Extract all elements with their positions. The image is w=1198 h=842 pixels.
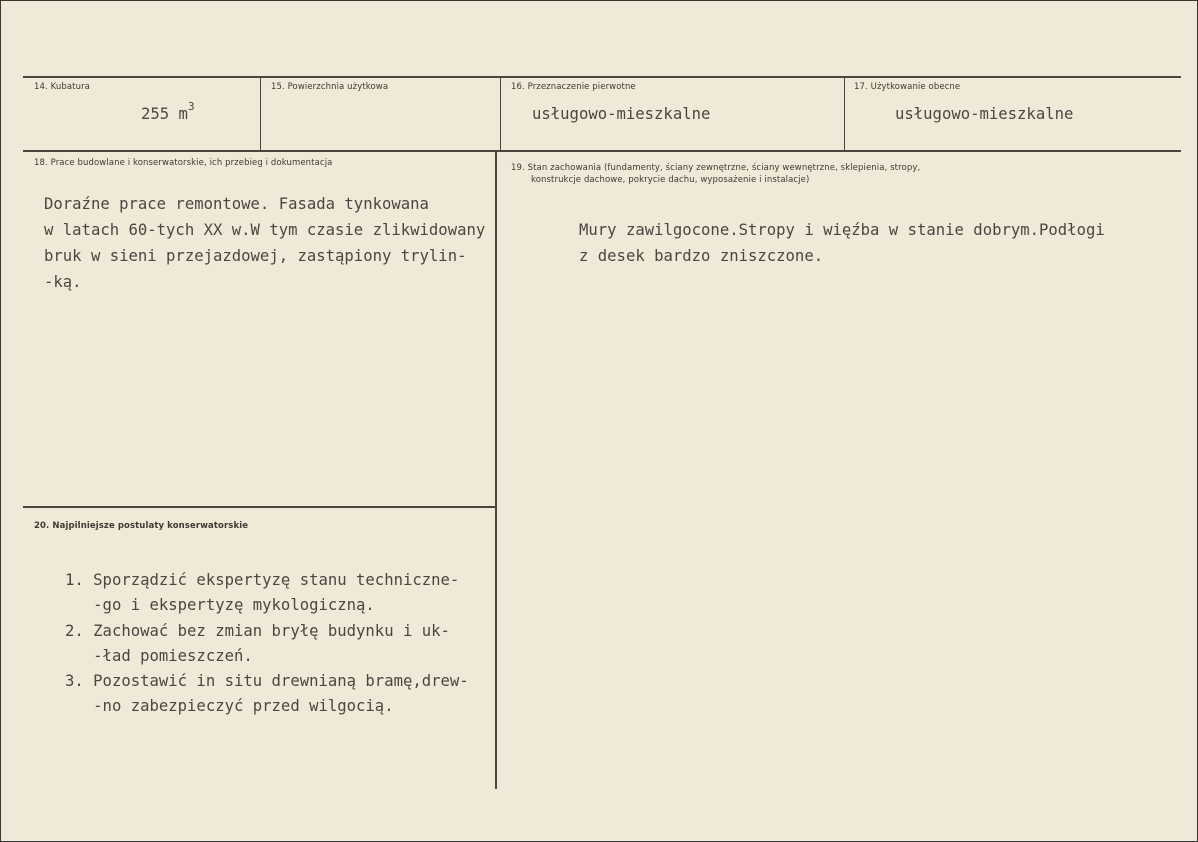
top-rule (23, 76, 1181, 78)
divider-15-16 (500, 77, 501, 151)
field-18-line-3: bruk w sieni przejazdowej, zastąpiony trylin- (44, 247, 467, 265)
field-20-line-4: -ład pomieszczeń. (65, 647, 253, 665)
field-14-exponent: 3 (187, 100, 195, 113)
field-14-number: 255 m (141, 105, 188, 123)
field-16-label: 16. Przeznaczenie pierwotne (511, 82, 636, 92)
field-20-label: 20. Najpilniejsze postulaty konserwatorskie (34, 521, 249, 531)
field-16-value: usługowo-mieszkalne (532, 105, 711, 123)
field-19-line-1: Mury zawilgocone.Stropy i więźba w stanie dobrym.Podłogi (579, 221, 1105, 239)
field-14-value (141, 101, 195, 129)
field-20-line-1: 1. Sporządzić ekspertyzę stanu techniczne- (65, 571, 460, 589)
field-20-line-5: 3. Pozostawić in situ drewnianą bramę,drew- (65, 672, 469, 690)
section20-top-rule (23, 506, 497, 508)
field-18-line-1: Doraźne prace remontowe. Fasada tynkowana (44, 195, 429, 213)
field-20-line-2: -go i ekspertyzę mykologiczną. (65, 596, 375, 614)
field-20-line-6: -no zabezpieczyć przed wilgocią. (65, 697, 394, 715)
field-19-label-line-1: 19. Stan zachowania (fundamenty, ściany zewnętrzne, ściany wewnętrzne, sklepienia, stropy, (511, 163, 921, 173)
field-18-line-4: -ką. (44, 273, 82, 291)
field-19-label-line-2: konstrukcje dachowe, pokrycie dachu, wyposażenie i instalacje) (531, 175, 810, 185)
field-18-line-2: w latach 60-tych XX w.W tym czasie zlikwidowany (44, 221, 486, 239)
divider-16-17 (844, 77, 845, 151)
field-18-label: 18. Prace budowlane i konserwatorskie, ich przebieg i dokumentacja (34, 158, 333, 168)
field-17-label: 17. Użytkowanie obecne (854, 82, 961, 92)
field-17-value: usługowo-mieszkalne (895, 105, 1074, 123)
field-14-label: 14. Kubatura (34, 82, 90, 92)
field-20-line-3: 2. Zachować bez zmian bryłę budynku i uk- (65, 622, 450, 640)
divider-left-right (495, 151, 497, 789)
field-15-label: 15. Powierzchnia użytkowa (271, 82, 389, 92)
field-19-line-2: z desek bardzo zniszczone. (579, 247, 824, 265)
divider-14-15 (260, 77, 261, 151)
row1-bottom-rule (23, 150, 1181, 152)
